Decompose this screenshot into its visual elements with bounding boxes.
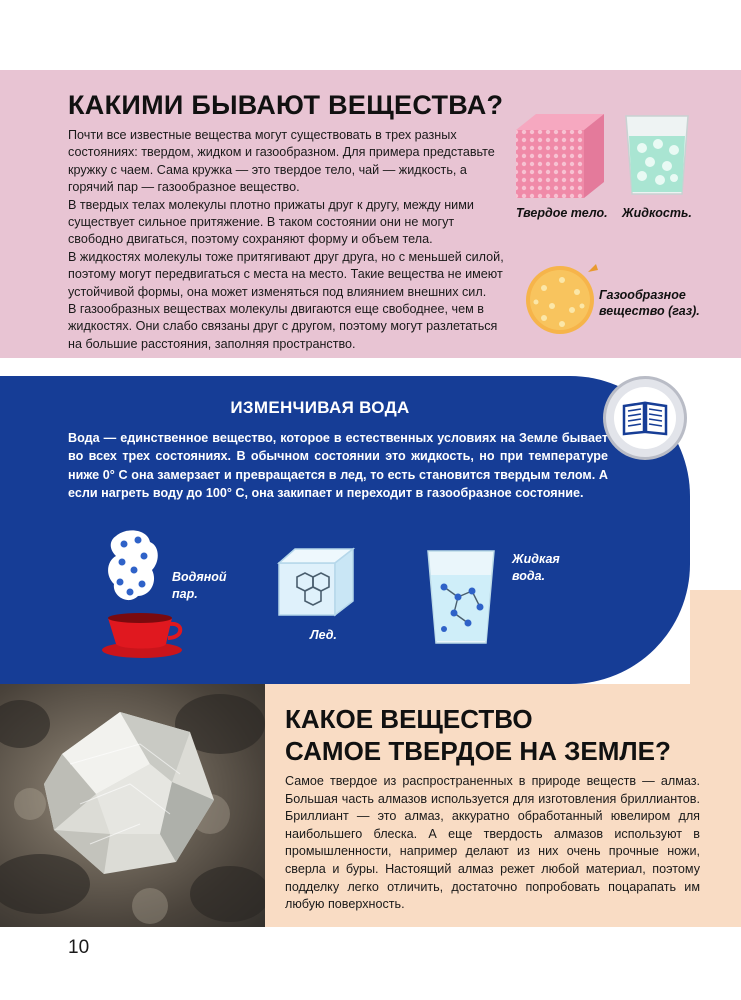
caption-vapor-line: Водяной: [172, 570, 227, 584]
caption-water-line: Жидкая: [512, 552, 560, 566]
section-title-line: КАКОЕ ВЕЩЕСТВО: [285, 704, 533, 734]
gas-balloon-illustration: [522, 258, 602, 338]
liquid-glass-illustration: [622, 112, 692, 198]
caption-solid: Твердое тело.: [516, 206, 608, 220]
water-glass-illustration: [424, 547, 498, 647]
caption-gas-line: Газообразное: [599, 288, 686, 302]
caption-water-line: вода.: [512, 569, 546, 583]
paragraph: В жидкостях молекулы тоже притягивают друг друга, но с меньшей силой, поэтому могут передвигаться с места на место. Такие вещества не имеют устойчивой формы, она может изменяться под влиянием внешних сил.: [68, 249, 504, 299]
section-title: ИЗМЕНЧИВАЯ ВОДА: [230, 398, 410, 417]
raw-diamond-image: [0, 684, 265, 927]
peach-band-edge: [690, 590, 741, 690]
page-number: 10: [68, 937, 90, 958]
caption-water: [512, 551, 560, 585]
caption-liquid: Жидкость.: [622, 206, 692, 220]
caption-vapor-line: пар.: [172, 587, 198, 601]
section-body-text: Вода — единственное вещество, которое в естественных условиях на Земле бывает во всех трех состояниях. В обычном состоянии это жидкость, но при температуре ниже 0° С она замерзает и превращается в лед, то есть становится твердым телом. А если нагреть воду до 100° С, она закипает и переходит в газообразное состояние.: [68, 431, 608, 501]
caption-ice: Лед.: [310, 628, 337, 642]
caption-gas: [599, 287, 700, 319]
paragraph: Почти все известные вещества могут существовать в трех разных состояниях: твердом, жидком и газообразном. Для примера представьте кружку с чаем. Сама кружка — это твердое тело, чай — жидкость, а горячий пар — газообразное вещество.: [68, 128, 495, 195]
open-book-icon: [622, 400, 668, 436]
solid-cube-illustration: [512, 112, 608, 202]
caption-gas-line: вещество (газ).: [599, 304, 700, 318]
paragraph: В твердых телах молекулы плотно прижаты друг к другу, между ними существует сильное притяжение. В таком состоянии они не могут свободно двигаться, поэтому сохраняют форму и объем тела.: [68, 197, 474, 247]
section-body-text: [68, 127, 508, 353]
paragraph: В газообразных веществах молекулы двигаются еще свободнее, чем в жидкостях. Они слабо связаны друг с другом, поэтому могут разлетаться на большие расстояния, заполняя пространство.: [68, 302, 498, 351]
section-title: [285, 703, 671, 767]
diamond-photo: [0, 684, 265, 927]
ice-cube-illustration: [275, 547, 357, 617]
section-title-line: САМОЕ ТВЕРДОЕ НА ЗЕМЛЕ?: [285, 736, 671, 766]
section-body-text: Самое твердое из распространенных в природе веществ — алмаз. Большая часть алмазов используется для изготовления бриллиантов. Бриллиант — это алмаз, аккуратно обработанный ювелиром для наибольшего блеска. А еще твердость алмазов используют в промышленности, например делают из них очень прочные ножи, сверла и буры. Настоящий алмаз режет любой материал, поэтому подделку легко отличить, достаточно попробовать поцарапать им любую поверхность.: [285, 774, 700, 912]
section-title: КАКИМИ БЫВАЮТ ВЕЩЕСТВА?: [68, 90, 504, 120]
caption-vapor: [172, 569, 227, 603]
